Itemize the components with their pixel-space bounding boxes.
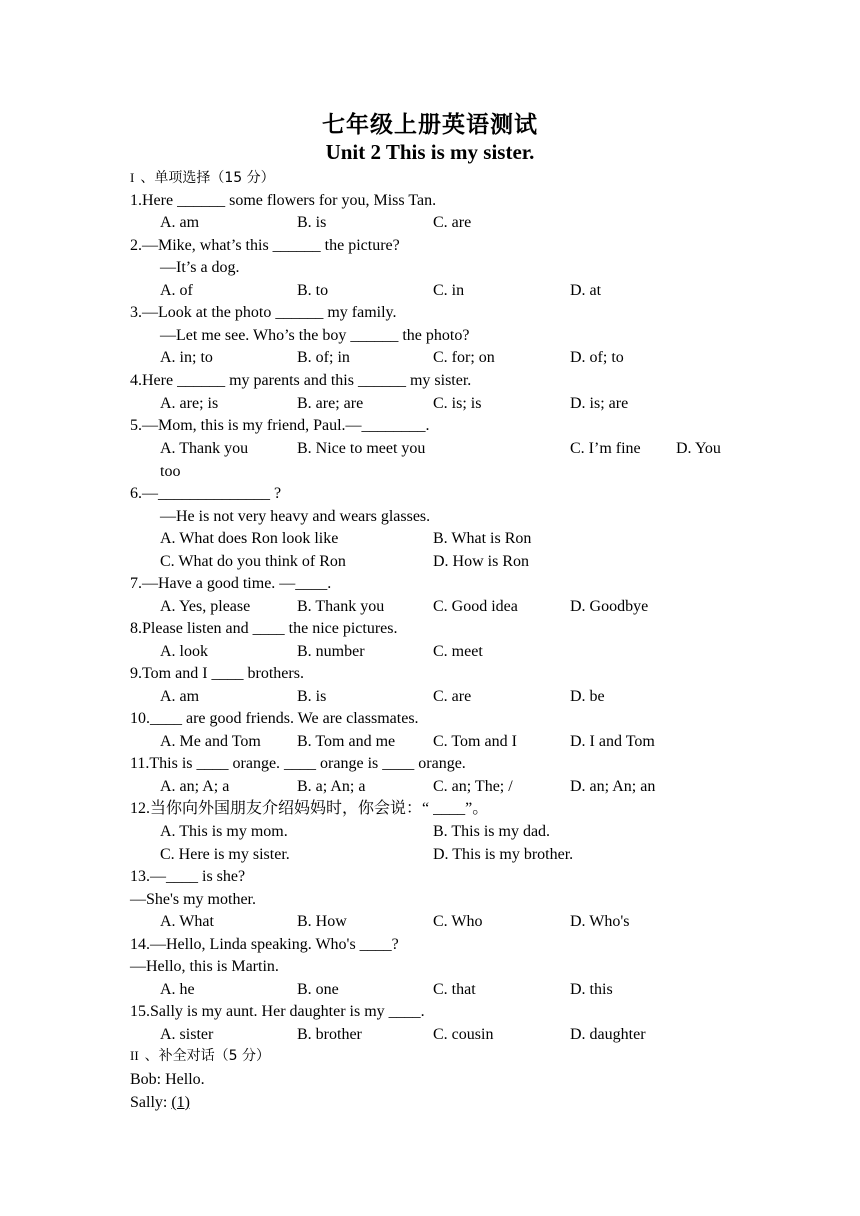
question-13-reply: —She's my mother. <box>130 891 256 908</box>
question-3-stem: 3.—Look at the photo ______ my family. <box>130 304 397 321</box>
q6-option-d: D. How is Ron <box>433 553 530 570</box>
question-14-reply: —Hello, this is Martin. <box>130 958 279 975</box>
q3-option-b: B. of; in <box>297 349 350 366</box>
q8-option-a: A. look <box>160 643 208 660</box>
question-4-stem: 4.Here ______ my parents and this ______ my sister. <box>130 372 472 389</box>
q2-option-d: D. at <box>570 282 602 299</box>
q10-option-a: A. Me and Tom <box>160 733 261 750</box>
q8-option-b: B. number <box>297 643 365 660</box>
q12-option-c: C. Here is my sister. <box>160 846 290 863</box>
q3-option-a: A. in; to <box>160 349 213 366</box>
q9-option-c: C. are <box>433 688 472 705</box>
question-8-stem: 8.Please listen and ____ the nice pictures. <box>130 620 398 637</box>
question-12-stem: 12.当你向外国朋友介绍妈妈时，你会说：“ ____”。 <box>130 800 489 817</box>
q3-option-d: D. of; to <box>570 349 624 366</box>
page-title: 七年级上册英语测试 <box>322 112 538 138</box>
question-3-reply: —Let me see. Who’s the boy ______ the photo? <box>160 327 470 344</box>
q12-option-a: A. This is my mom. <box>160 823 288 840</box>
dialogue-line-1: Bob: Hello. <box>130 1071 205 1088</box>
q5-option-d: D. You <box>676 440 721 457</box>
q15-option-d: D. daughter <box>570 1026 646 1043</box>
q2-option-c: C. in <box>433 282 465 299</box>
q7-option-c: C. Good idea <box>433 598 518 615</box>
question-5-stem: 5.—Mom, this is my friend, Paul.—________. <box>130 417 430 434</box>
section-2-heading <box>130 1046 270 1066</box>
dialogue-line-2 <box>130 1093 190 1113</box>
question-6-stem: 6.—______________ ? <box>130 485 282 502</box>
question-13-stem: 13.—____ is she? <box>130 868 246 885</box>
q1-option-c: C. are <box>433 214 472 231</box>
section-1-heading <box>130 168 275 188</box>
question-7-stem: 7.—Have a good time. —____. <box>130 575 332 592</box>
q3-option-c: C. for; on <box>433 349 495 366</box>
q11-option-c: C. an; The; / <box>433 778 513 795</box>
q6-option-c: C. What do you think of Ron <box>160 553 346 570</box>
q15-option-c: C. cousin <box>433 1026 494 1043</box>
question-11-stem: 11.This is ____ orange. ____ orange is ____ orange. <box>130 755 466 772</box>
q13-option-c: C. Who <box>433 913 483 930</box>
q6-option-a: A. What does Ron look like <box>160 530 339 547</box>
q4-option-c: C. is; is <box>433 395 482 412</box>
question-15-stem: 15.Sally is my aunt. Her daughter is my ____. <box>130 1003 425 1020</box>
q4-option-a: A. are; is <box>160 395 219 412</box>
q1-option-a: A. am <box>160 214 200 231</box>
q12-option-b: B. This is my dad. <box>433 823 551 840</box>
q7-option-a: A. Yes, please <box>160 598 251 615</box>
dialogue-speaker: Sally: <box>130 1094 172 1111</box>
question-14-stem: 14.—Hello, Linda speaking. Who's ____? <box>130 936 399 953</box>
q2-option-b: B. to <box>297 282 329 299</box>
q5-option-d-wrap: too <box>160 463 181 480</box>
q9-option-a: A. am <box>160 688 200 705</box>
q6-option-b: B. What is Ron <box>433 530 532 547</box>
q14-option-a: A. he <box>160 981 195 998</box>
section-1-roman: I <box>130 170 135 185</box>
q15-option-b: B. brother <box>297 1026 362 1043</box>
q9-option-b: B. is <box>297 688 327 705</box>
q7-option-b: B. Thank you <box>297 598 385 615</box>
q5-option-a: A. Thank you <box>160 440 249 457</box>
q12-option-d: D. This is my brother. <box>433 846 574 863</box>
section-1-label: 、单项选择（15 分） <box>140 170 275 186</box>
question-2-stem: 2.—Mike, what’s this ______ the picture? <box>130 237 400 254</box>
q4-option-b: B. are; are <box>297 395 364 412</box>
question-1-stem: 1.Here ______ some flowers for you, Miss Tan. <box>130 192 437 209</box>
q10-option-b: B. Tom and me <box>297 733 396 750</box>
question-6-reply: —He is not very heavy and wears glasses. <box>160 508 431 525</box>
q13-option-d: D. Who's <box>570 913 630 930</box>
question-2-reply: —It’s a dog. <box>160 259 240 276</box>
section-2-label: 、补全对话（5 分） <box>144 1048 271 1064</box>
q1-option-b: B. is <box>297 214 327 231</box>
q11-option-a: A. an; A; a <box>160 778 230 795</box>
q5-option-c: C. I’m fine <box>570 440 641 457</box>
section-2-roman: II <box>130 1048 139 1063</box>
q10-option-c: C. Tom and I <box>433 733 517 750</box>
q4-option-d: D. is; are <box>570 395 629 412</box>
q10-option-d: D. I and Tom <box>570 733 655 750</box>
q8-option-c: C. meet <box>433 643 483 660</box>
q11-option-b: B. a; An; a <box>297 778 366 795</box>
dialogue-blank-1: (1) <box>171 1094 190 1111</box>
question-9-stem: 9.Tom and I ____ brothers. <box>130 665 304 682</box>
q14-option-b: B. one <box>297 981 339 998</box>
q15-option-a: A. sister <box>160 1026 214 1043</box>
q13-option-b: B. How <box>297 913 347 930</box>
q5-option-b: B. Nice to meet you <box>297 440 426 457</box>
q2-option-a: A. of <box>160 282 193 299</box>
page-subtitle: Unit 2 This is my sister. <box>325 140 535 164</box>
q14-option-d: D. this <box>570 981 613 998</box>
q9-option-d: D. be <box>570 688 605 705</box>
question-10-stem: 10.____ are good friends. We are classmates. <box>130 710 419 727</box>
q13-option-a: A. What <box>160 913 214 930</box>
q11-option-d: D. an; An; an <box>570 778 656 795</box>
q14-option-c: C. that <box>433 981 476 998</box>
q7-option-d: D. Goodbye <box>570 598 649 615</box>
